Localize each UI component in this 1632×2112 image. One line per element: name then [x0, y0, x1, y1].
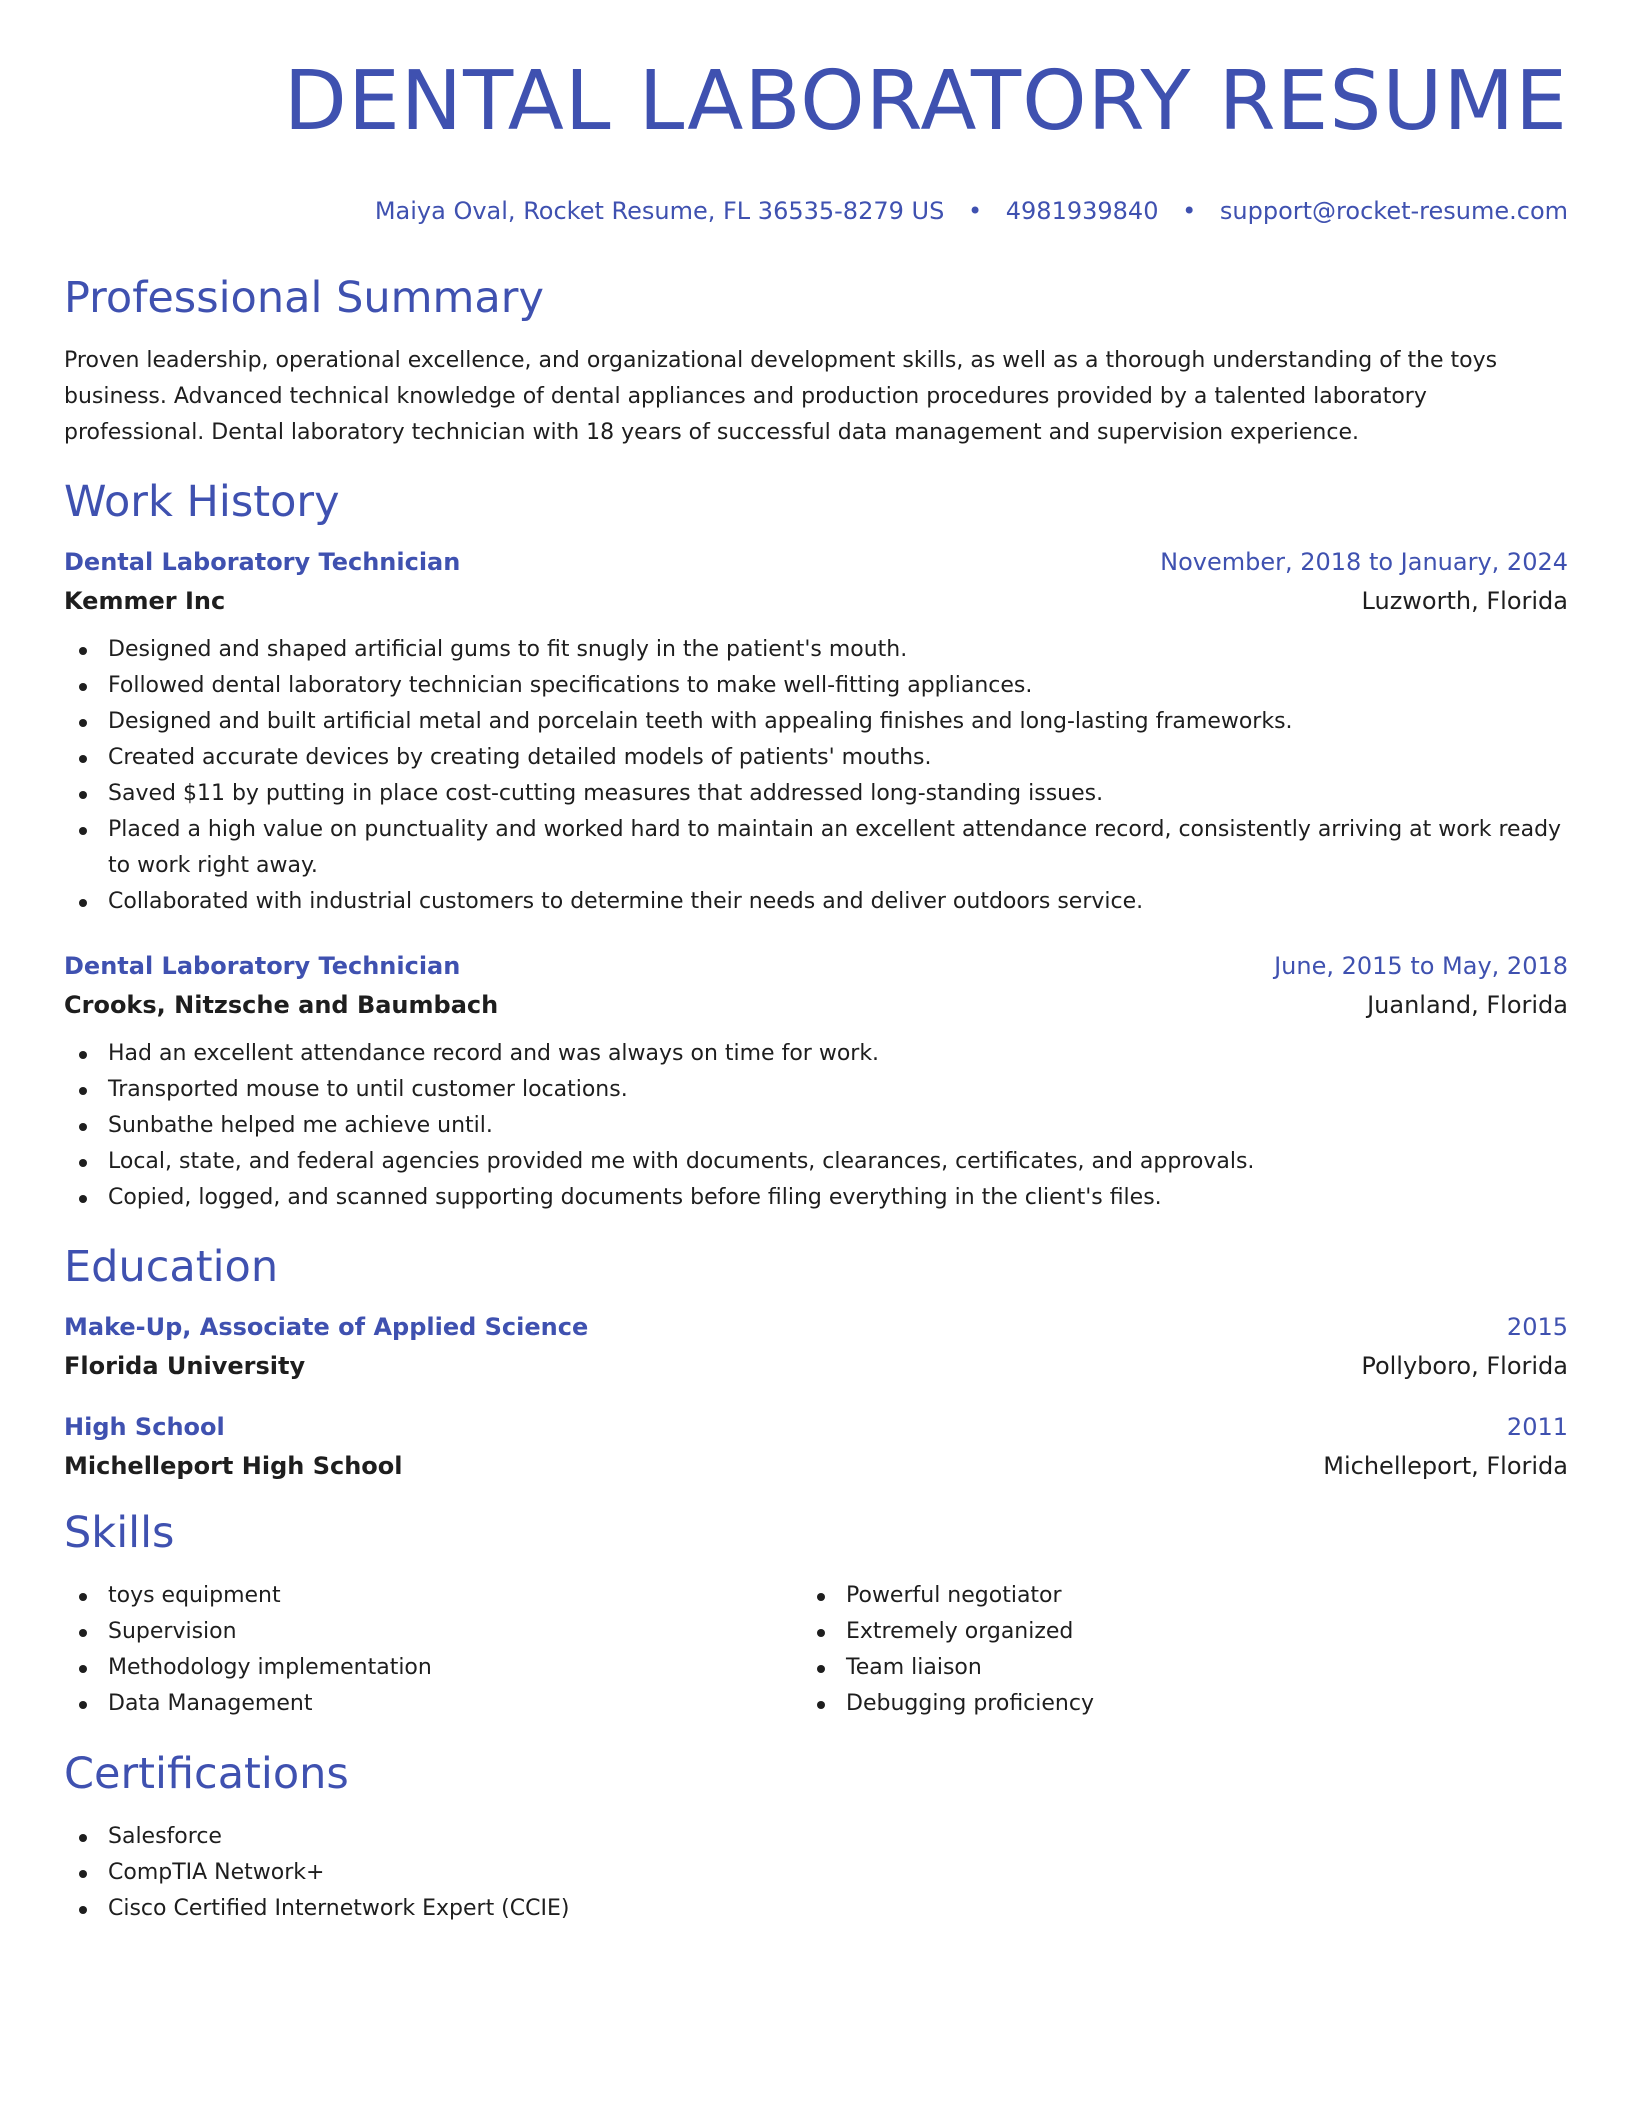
job-bullets — [64, 632, 1568, 920]
contact-phone: 4981939840 — [1005, 197, 1159, 225]
list-item: Placed a high value on punctuality and worked hard to maintain an excellent attendance record, consistently arriving at work ready to work right away. — [64, 812, 1568, 884]
list-item: Had an excellent attendance record and was always on time for work. — [64, 1036, 1568, 1072]
education-year: 2015 — [1506, 1313, 1568, 1341]
skills-list-right — [802, 1578, 1568, 1722]
list-item: Designed and shaped artificial gums to fit snugly in the patient's mouth. — [64, 632, 1568, 668]
resume-title: DENTAL LABORATORY RESUME — [283, 54, 1568, 149]
job-entry — [64, 951, 1568, 1216]
section-heading-education: Education — [64, 1242, 279, 1292]
list-item: toys equipment — [64, 1578, 802, 1614]
education-school: Michelleport High School — [64, 1452, 403, 1480]
list-item: Local, state, and federal agencies provided me with documents, clearances, certificates, and approvals. — [64, 1144, 1568, 1180]
list-item: Cisco Certified Internetwork Expert (CCIE) — [64, 1891, 1568, 1927]
job-employer: Crooks, Nitzsche and Baumbach — [64, 991, 499, 1019]
certifications-list — [64, 1819, 1568, 1927]
job-dates: June, 2015 to May, 2018 — [1274, 952, 1568, 980]
section-heading-certifications: Certifications — [64, 1749, 349, 1799]
section-heading-work-history: Work History — [64, 477, 340, 527]
education-location: Michelleport, Florida — [1323, 1452, 1568, 1480]
list-item: Powerful negotiator — [802, 1578, 1568, 1614]
list-item: Supervision — [64, 1614, 802, 1650]
list-item: Followed dental laboratory technician specifications to make well-fitting appliances. — [64, 668, 1568, 704]
skills-grid — [64, 1578, 1568, 1722]
education-entry — [64, 1412, 1568, 1481]
job-entry — [64, 547, 1568, 920]
education-school: Florida University — [64, 1352, 306, 1380]
job-employer: Kemmer Inc — [64, 587, 226, 615]
list-item: Created accurate devices by creating detailed models of patients' mouths. — [64, 740, 1568, 776]
list-item: CompTIA Network+ — [64, 1855, 1568, 1891]
list-item: Collaborated with industrial customers to determine their needs and deliver outdoors service. — [64, 884, 1568, 920]
skills-list-left — [64, 1578, 802, 1722]
job-bullets — [64, 1036, 1568, 1216]
list-item: Copied, logged, and scanned supporting documents before filing everything in the client's files. — [64, 1180, 1568, 1216]
list-item: Saved $11 by putting in place cost-cutting measures that addressed long-standing issues. — [64, 776, 1568, 812]
list-item: Data Management — [64, 1686, 802, 1722]
education-degree: High School — [64, 1413, 225, 1441]
job-dates: November, 2018 to January, 2024 — [1160, 548, 1568, 576]
education-location: Pollyboro, Florida — [1361, 1352, 1568, 1380]
list-item: Methodology implementation — [64, 1650, 802, 1686]
section-heading-summary: Professional Summary — [64, 273, 544, 323]
job-location: Luzworth, Florida — [1361, 587, 1568, 615]
contact-email[interactable]: support@rocket-resume.com — [1219, 197, 1568, 225]
list-item: Debugging proficiency — [802, 1686, 1568, 1722]
list-item: Designed and built artificial metal and porcelain teeth with appealing finishes and long-lasting frameworks. — [64, 704, 1568, 740]
education-year: 2011 — [1506, 1413, 1568, 1441]
job-title: Dental Laboratory Technician — [64, 548, 461, 576]
job-location: Juanland, Florida — [1367, 991, 1568, 1019]
contact-line — [64, 196, 1568, 226]
education-entry — [64, 1312, 1568, 1381]
list-item: Extremely organized — [802, 1614, 1568, 1650]
job-title: Dental Laboratory Technician — [64, 952, 461, 980]
contact-separator: • — [967, 197, 983, 225]
contact-address: Maiya Oval, Rocket Resume, FL 36535-8279 US — [374, 197, 945, 225]
section-heading-skills: Skills — [64, 1508, 175, 1558]
contact-separator: • — [1182, 197, 1197, 225]
list-item: Team liaison — [802, 1650, 1568, 1686]
list-item: Sunbathe helped me achieve until. — [64, 1108, 1568, 1144]
list-item: Transported mouse to until customer locations. — [64, 1072, 1568, 1108]
summary-text: Proven leadership, operational excellence, and organizational development skills, as well as a thorough understanding of the toys business. Advanced technical knowledge of dental appliances and production procedures provided by a talented laboratory professional. Dental laboratory technician with 18 years of successful data management and supervision experience. — [64, 348, 1498, 445]
list-item: Salesforce — [64, 1819, 1568, 1855]
education-degree: Make-Up, Associate of Applied Science — [64, 1313, 589, 1341]
